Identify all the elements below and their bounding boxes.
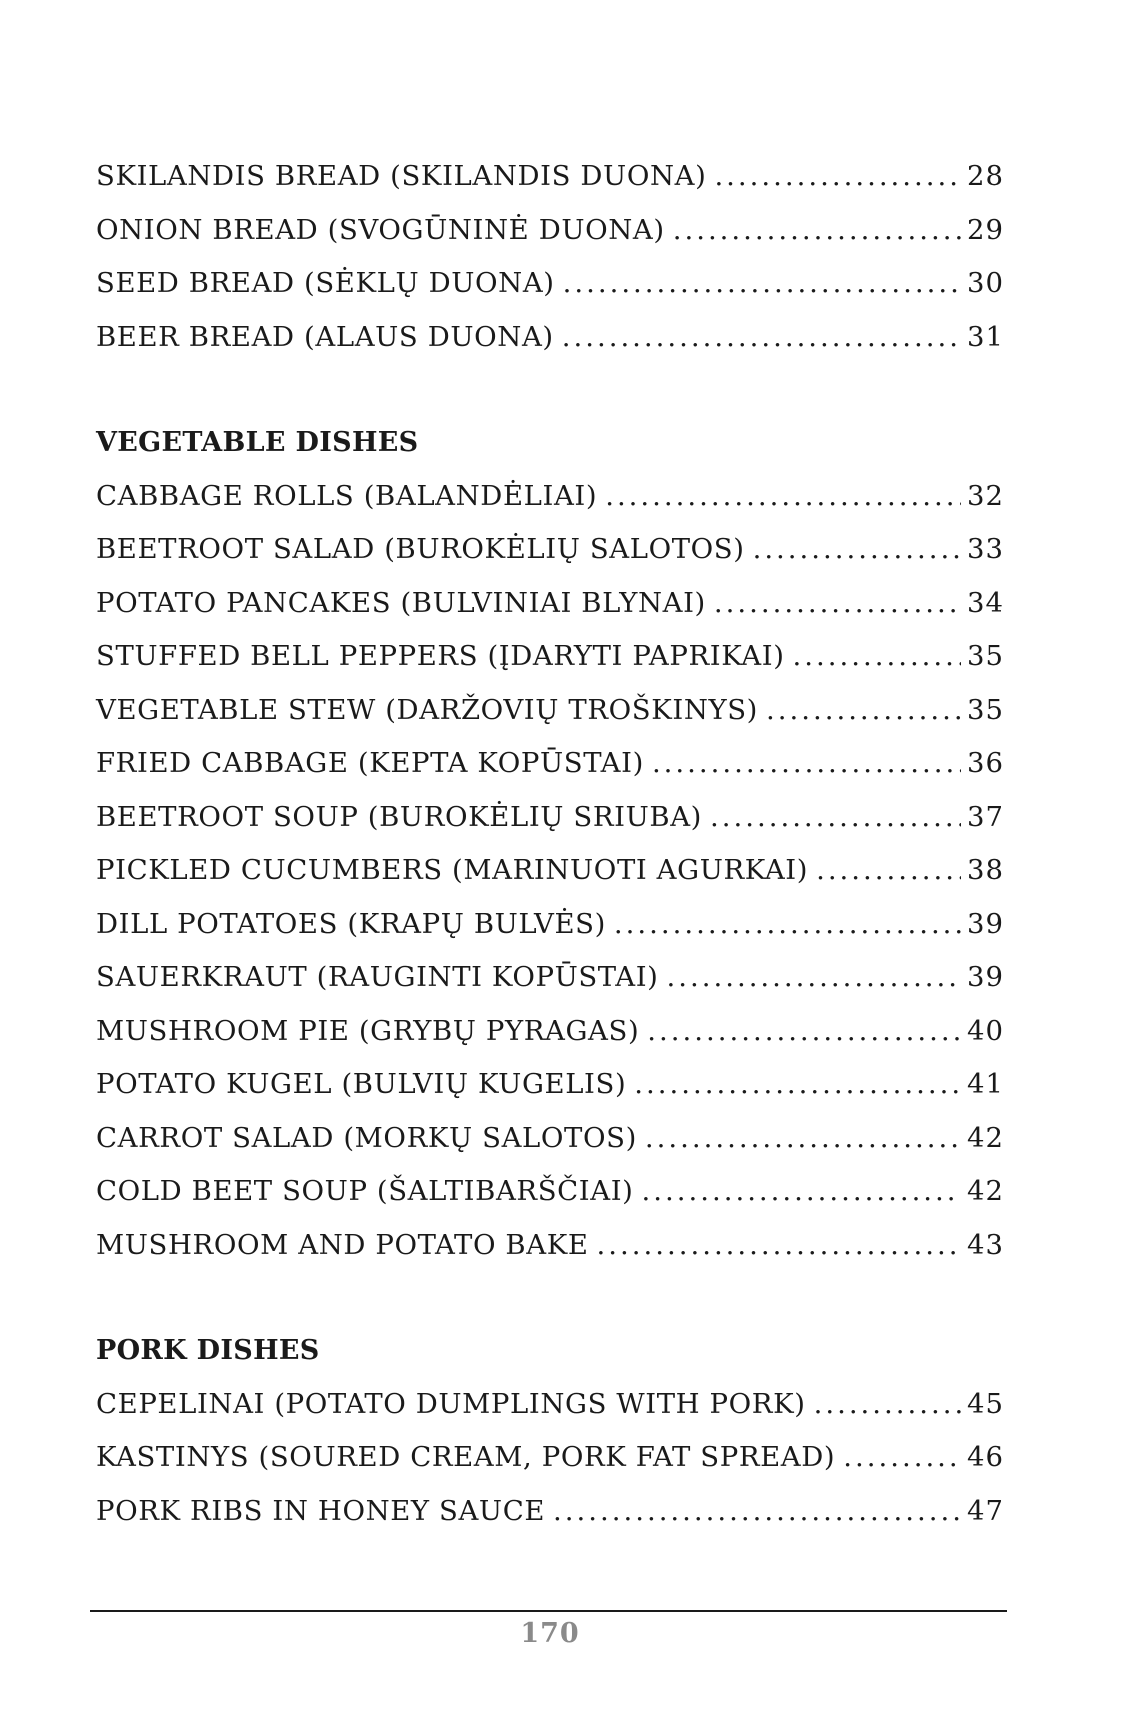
toc-entry[interactable]: [96, 791, 1004, 845]
toc-entry-title: CEPELINAI (POTATO DUMPLINGS WITH PORK): [96, 1387, 806, 1420]
dot-leader: [652, 737, 961, 791]
toc-entry-page: 35: [967, 693, 1004, 726]
dot-leader: [562, 311, 961, 365]
toc-entry-page: 32: [967, 479, 1004, 512]
toc-entry-title: COLD BEET SOUP (ŠALTIBARŠČIAI): [96, 1175, 634, 1207]
dot-leader: [553, 1485, 961, 1539]
dot-leader: [673, 204, 961, 258]
toc-entry[interactable]: [96, 470, 1004, 524]
dot-leader: [597, 1219, 961, 1273]
toc-entry[interactable]: [96, 1485, 1004, 1539]
dot-leader: [667, 951, 962, 1005]
dot-leader: [714, 150, 961, 204]
toc-entry-title: SKILANDIS BREAD (SKILANDIS DUONA): [96, 160, 707, 192]
toc-entry[interactable]: [96, 204, 1004, 258]
toc-entry-page: 30: [967, 267, 1004, 299]
toc-entry[interactable]: [96, 577, 1004, 631]
toc-entry-page: 34: [967, 586, 1004, 619]
dot-leader: [766, 684, 961, 738]
toc-entry-page: 42: [967, 1121, 1004, 1154]
dot-leader: [605, 470, 961, 524]
toc-entry-title: CABBAGE ROLLS (BALANDĖLIAI): [96, 479, 598, 512]
section-heading: VEGETABLE DISHES: [96, 427, 419, 458]
toc-entry-title: STUFFED BELL PEPPERS (ĮDARYTI PAPRIKAI): [96, 640, 785, 672]
toc-entry-page: 36: [967, 747, 1004, 779]
dot-leader: [710, 791, 961, 845]
toc-entry-page: 40: [967, 1014, 1004, 1047]
dot-leader: [614, 898, 961, 952]
dot-leader: [563, 257, 961, 311]
toc-entry[interactable]: [96, 737, 1004, 791]
toc-section-vegetable-dishes: [96, 416, 1004, 1272]
toc-entry-title: SAUERKRAUT (RAUGINTI KOPŪSTAI): [96, 961, 659, 993]
toc-entry[interactable]: [96, 1165, 1004, 1219]
toc-entry-page: 29: [967, 213, 1004, 246]
footer-divider: [90, 1610, 1007, 1612]
dot-leader: [814, 1378, 961, 1432]
toc-entry-title: KASTINYS (SOURED CREAM, PORK FAT SPREAD): [96, 1441, 836, 1473]
toc-entry[interactable]: [96, 311, 1004, 365]
toc-entry[interactable]: [96, 1058, 1004, 1112]
toc-entry-title: SEED BREAD (SĖKLŲ DUONA): [96, 267, 555, 299]
toc-entry-title: POTATO KUGEL (BULVIŲ KUGELIS): [96, 1068, 627, 1100]
dot-leader: [816, 844, 961, 898]
toc-entry-page: 35: [967, 640, 1004, 672]
dot-leader: [753, 523, 961, 577]
toc-entry[interactable]: [96, 844, 1004, 898]
toc-entry-page: 39: [967, 907, 1004, 940]
toc-entry-page: 41: [967, 1068, 1004, 1100]
toc-entry-page: 37: [967, 800, 1004, 833]
toc-section-breads: [96, 150, 1004, 364]
dot-leader: [793, 630, 961, 684]
toc-entry-title: MUSHROOM AND POTATO BAKE: [96, 1228, 589, 1261]
toc-entry[interactable]: [96, 1378, 1004, 1432]
toc-entry[interactable]: [96, 150, 1004, 204]
toc-entry-title: CARROT SALAD (MORKŲ SALOTOS): [96, 1121, 637, 1154]
toc-entry-title: FRIED CABBAGE (KEPTA KOPŪSTAI): [96, 747, 644, 779]
toc-entry[interactable]: [96, 1219, 1004, 1273]
toc-entry-title: DILL POTATOES (KRAPŲ BULVĖS): [96, 907, 606, 940]
toc-entry[interactable]: [96, 257, 1004, 311]
toc-entry-page: 33: [967, 533, 1004, 565]
toc-entry-page: 42: [967, 1175, 1004, 1207]
toc-entry-title: BEETROOT SALAD (BUROKĖLIŲ SALOTOS): [96, 533, 745, 565]
toc-entry-title: POTATO PANCAKES (BULVINIAI BLYNAI): [96, 586, 706, 619]
toc-entry-title: BEETROOT SOUP (BUROKĖLIŲ SRIUBA): [96, 800, 702, 833]
dot-leader: [647, 1005, 961, 1059]
toc-entry-title: BEER BREAD (ALAUS DUONA): [96, 320, 554, 353]
toc-entry[interactable]: [96, 1005, 1004, 1059]
dot-leader: [843, 1431, 961, 1485]
toc-entry-page: 31: [967, 320, 1004, 353]
page-number: 170: [520, 1618, 580, 1649]
toc-entry-title: VEGETABLE STEW (DARŽOVIŲ TROŠKINYS): [96, 693, 758, 726]
toc-entry-page: 43: [967, 1228, 1004, 1261]
toc-entry[interactable]: [96, 951, 1004, 1005]
toc-entry-title: PORK RIBS IN HONEY SAUCE: [96, 1494, 546, 1527]
toc-entry-title: ONION BREAD (SVOGŪNINĖ DUONA): [96, 213, 665, 246]
toc-entry[interactable]: [96, 1431, 1004, 1485]
dot-leader: [714, 577, 961, 631]
table-of-contents: [96, 150, 1004, 1538]
toc-entry-page: 28: [967, 160, 1004, 192]
dot-leader: [642, 1165, 961, 1219]
toc-section-pork-dishes: [96, 1324, 1004, 1538]
toc-entry-page: 47: [967, 1494, 1004, 1527]
toc-entry-title: MUSHROOM PIE (GRYBŲ PYRAGAS): [96, 1014, 640, 1047]
toc-entry[interactable]: [96, 1112, 1004, 1166]
toc-entry[interactable]: [96, 898, 1004, 952]
toc-entry-page: 45: [967, 1387, 1004, 1420]
toc-entry-page: 46: [967, 1441, 1004, 1473]
dot-leader: [634, 1058, 961, 1112]
toc-entry-page: 38: [967, 854, 1004, 886]
toc-entry[interactable]: [96, 523, 1004, 577]
toc-entry[interactable]: [96, 684, 1004, 738]
section-heading: PORK DISHES: [96, 1335, 320, 1366]
toc-entry-title: PICKLED CUCUMBERS (MARINUOTI AGURKAI): [96, 854, 809, 886]
toc-entry[interactable]: [96, 630, 1004, 684]
toc-entry-page: 39: [967, 961, 1004, 993]
dot-leader: [645, 1112, 961, 1166]
